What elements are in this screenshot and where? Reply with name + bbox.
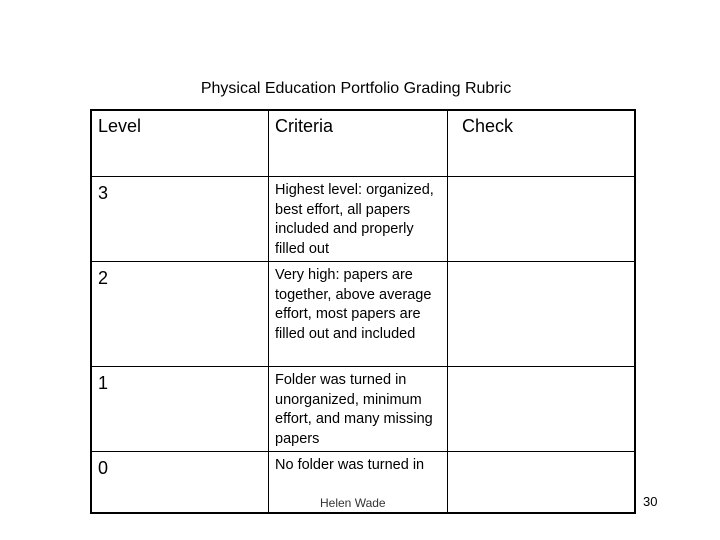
criteria-text: Folder was turned in unorganized, minimum effort, and many missing papers — [275, 372, 433, 447]
header-level: Level — [98, 116, 142, 136]
header-criteria-cell — [269, 110, 448, 177]
check-cell[interactable] — [448, 177, 636, 262]
level-value: 3 — [98, 183, 109, 203]
page-number: 30 — [643, 494, 658, 509]
criteria-text: Highest level: organized, best effort, all papers included and properly filled out — [275, 182, 434, 257]
criteria-cell — [269, 367, 448, 452]
table-row — [91, 262, 635, 367]
check-cell[interactable] — [448, 262, 636, 367]
table-row — [91, 367, 635, 452]
criteria-cell — [269, 177, 448, 262]
table-row — [91, 177, 635, 262]
criteria-text: No folder was turned in — [275, 457, 425, 473]
level-value: 2 — [98, 268, 109, 288]
criteria-text: Very high: papers are together, above average effort, most papers are filled out and included — [275, 267, 432, 342]
criteria-cell — [269, 262, 448, 367]
level-cell — [91, 367, 269, 452]
level-value: 1 — [98, 373, 109, 393]
check-cell[interactable] — [448, 452, 636, 514]
level-cell — [91, 177, 269, 262]
check-cell[interactable] — [448, 367, 636, 452]
footer-author: Helen Wade — [320, 496, 386, 510]
grading-rubric-table — [90, 109, 636, 514]
level-cell — [91, 262, 269, 367]
level-value: 0 — [98, 458, 109, 478]
header-criteria: Criteria — [275, 116, 334, 136]
level-cell — [91, 452, 269, 514]
header-check-cell — [448, 110, 636, 177]
header-check: Check — [462, 116, 514, 136]
table-header-row — [91, 110, 635, 177]
page-title: Physical Education Portfolio Grading Rubric — [200, 80, 512, 97]
header-level-cell — [91, 110, 269, 177]
